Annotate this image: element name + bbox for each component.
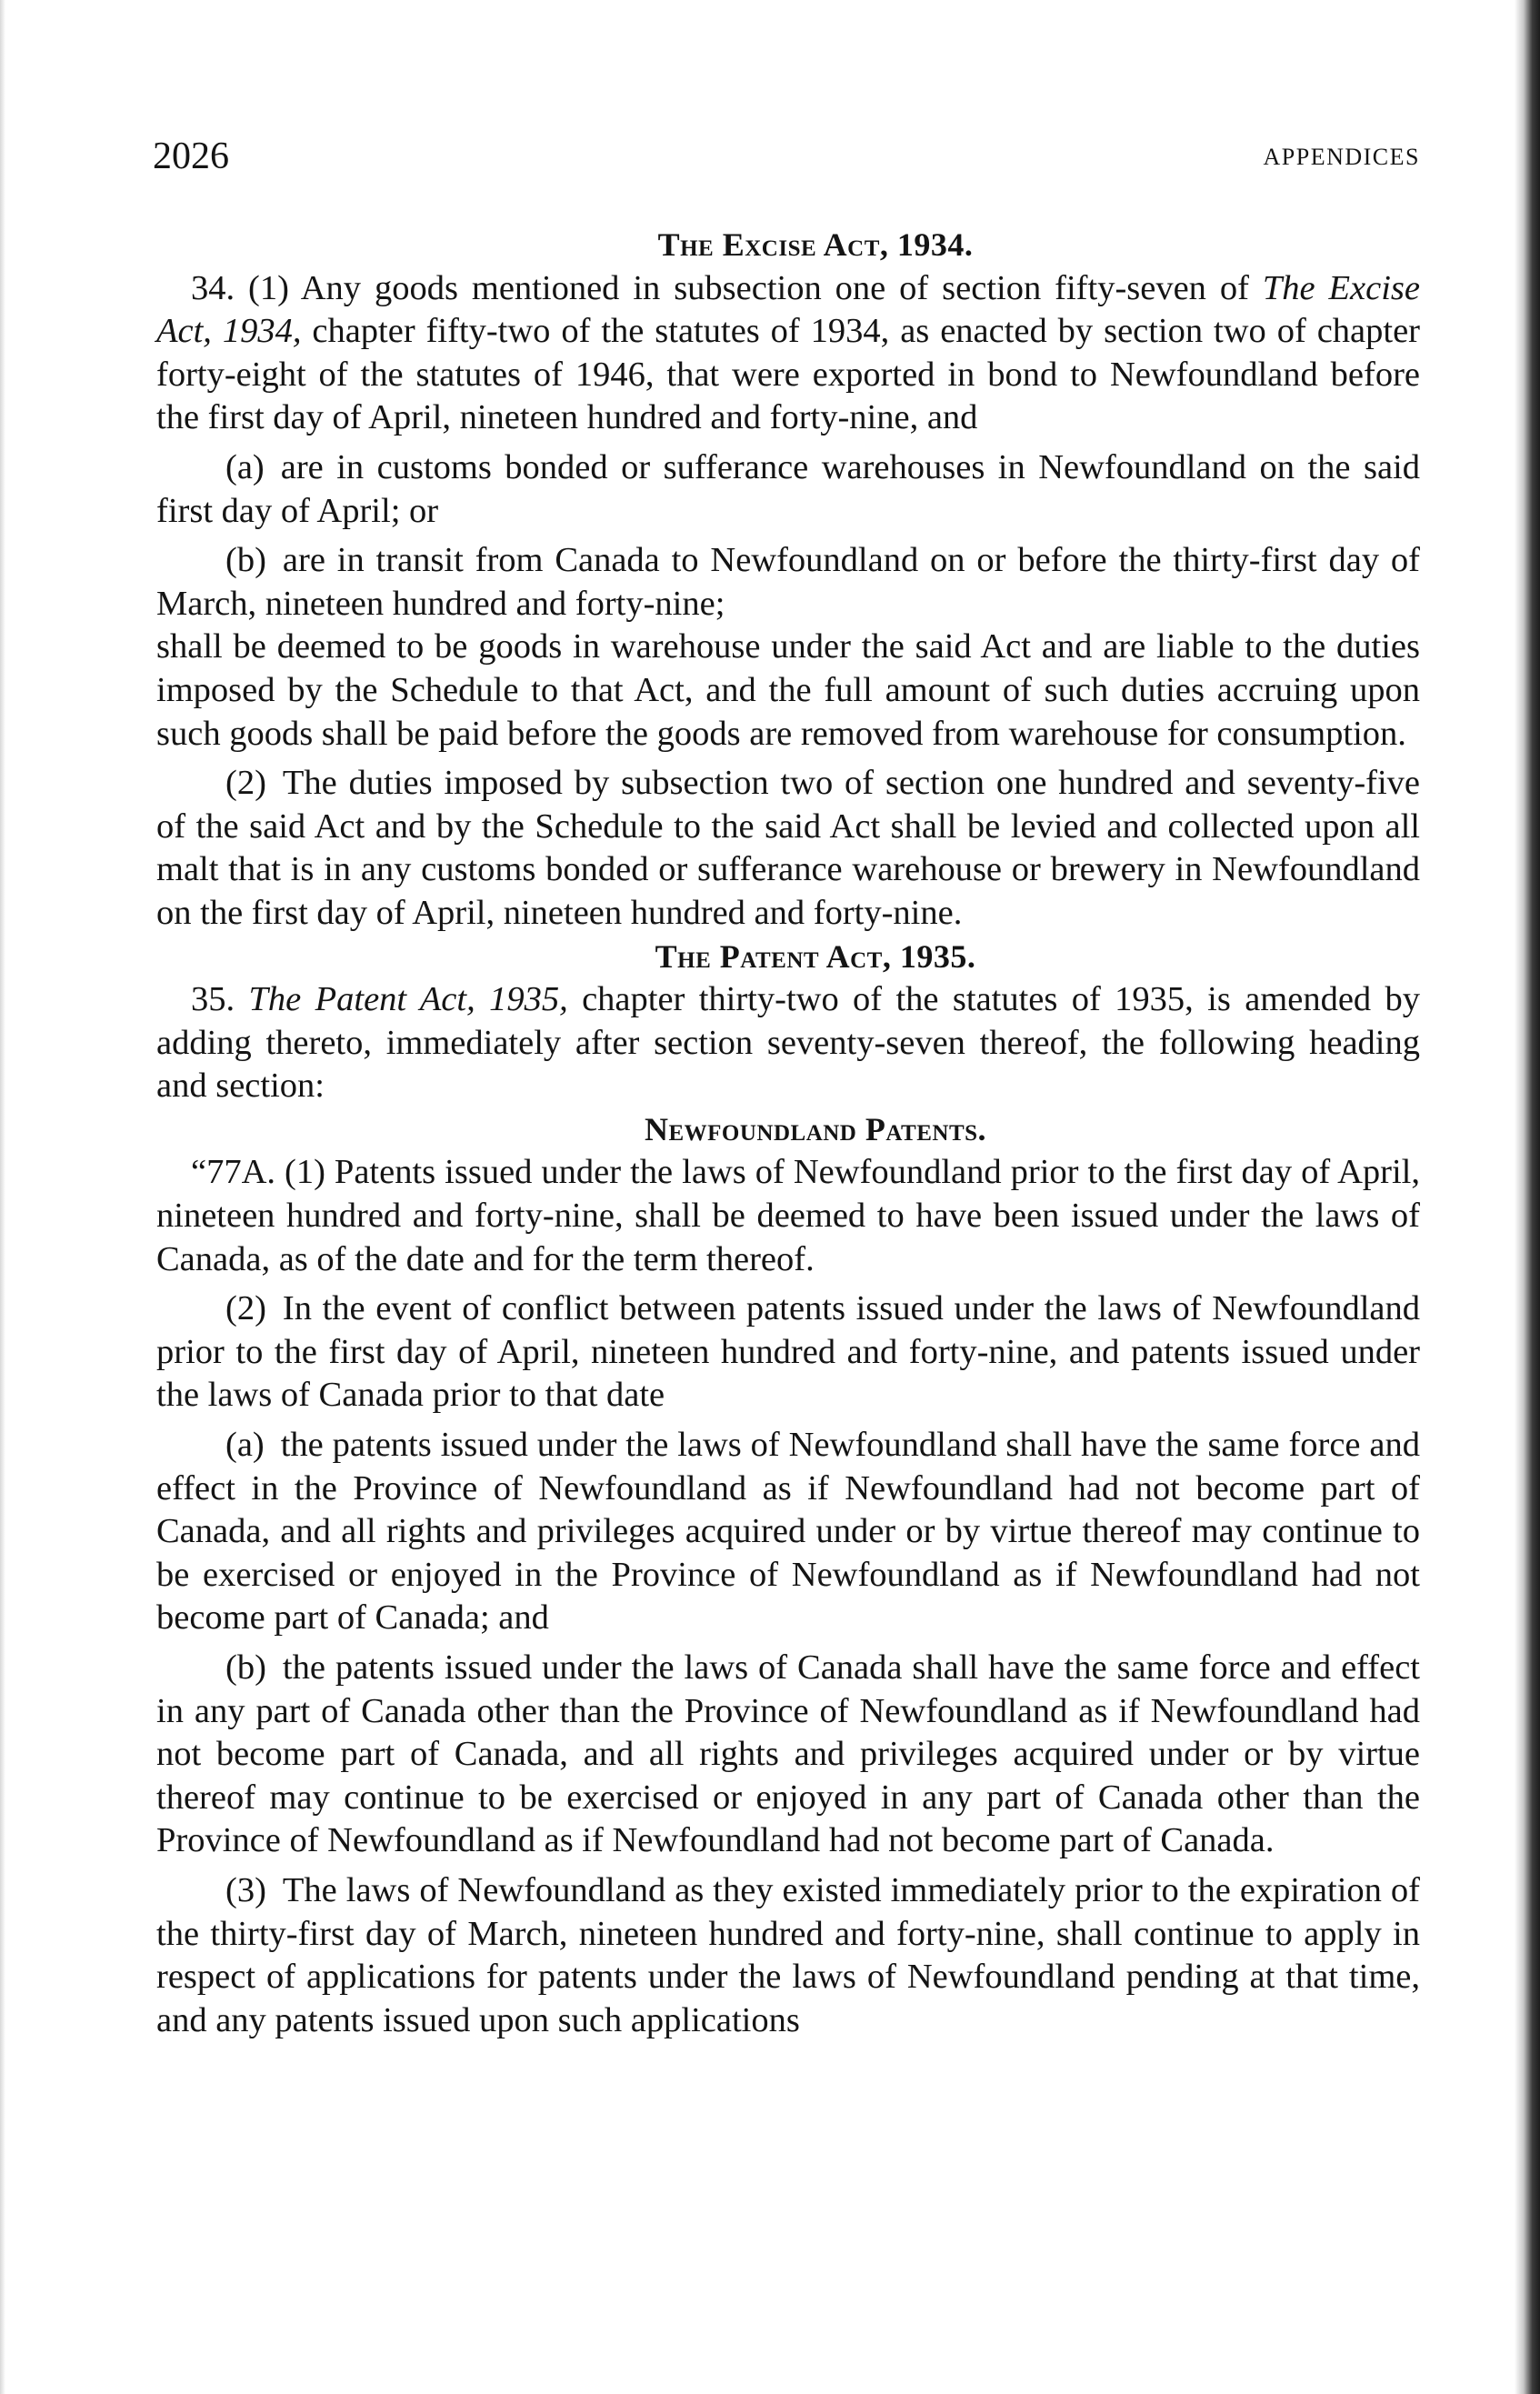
s77a-2-label: (2) [225, 1289, 266, 1328]
item-a-label: (a) [225, 447, 265, 486]
s77a-3-text: The laws of Newfoundland as they existed immediately prior to the expiration of the thirty-first day of March, nineteen hundred and forty-nine, shall continue to apply in respect of applications for patents under the laws of Newfoundland pending at that time, and any patents issued upon such applications [156, 1870, 1420, 2039]
newfoundland-patents-heading: Newfoundland Patents. [644, 1110, 987, 1147]
section-34-subsection-2 [156, 762, 1420, 935]
subsection-2-text: The duties imposed by subsection two of section one hundred and seventy-five of the said Act and by the Schedule to the said Act shall be levied and collected upon all malt that is in any customs bonded or sufferance warehouse or brewery in Newfoundland on the first day of April, nineteen hundred and forty-nine. [156, 764, 1420, 932]
running-title: APPENDICES [1263, 144, 1420, 170]
section-77a-subsection-3 [156, 1869, 1420, 2042]
s77a-2b-text: the patents issued under the laws of Canada shall have the same force and effect in any part of Canada other than the Province of Newfoundland as if Newfoundland had not become part of Canada, and all rights and privileges acquired under or by virtue thereof may continue to be exercised or enjoyed in any part of Canada other than the Province of Newfoundland as if Newfoundland had not become part of Canada. [156, 1648, 1420, 1860]
section-77a-subsection-1: “77A. (1) Patents issued under the laws of Newfoundland prior to the first day of April, nineteen hundred and forty-nine, shall be deemed to have been issued under the laws of Canada, as of the date and for the term thereof. [156, 1153, 1420, 1278]
section-77a-item-b [156, 1647, 1420, 1863]
patent-act-heading: The Patent Act, 1935. [655, 937, 976, 975]
section-34-closing: shall be deemed to be goods in warehouse under the said Act and are liable to the duties imposed by the Schedule to that Act, and the full amount of such duties accruing upon such goods shall be paid before the goods are removed from warehouse for consumption. [156, 627, 1420, 753]
s77a-2a-text: the patents issued under the laws of Newfoundland shall have the same force and effect in the Province of Newfoundland as if Newfoundland had not become part of Canada, and all rights and privileges acquired under or by virtue thereof may continue to be exercised or enjoyed in the Province of Newfoundland as if Newfoundland had not become part of Canada; and [156, 1426, 1420, 1638]
page-number: 2026 [153, 135, 229, 177]
section-35-lead: 35. [191, 980, 249, 1019]
s77a-2-text: In the event of conflict between patents issued under the laws of Newfoundland prior to the first day of April, nineteen hundred and forty-nine, and patents issued under the laws of Canada prior to that date [156, 1289, 1420, 1415]
item-b-text: are in transit from Canada to Newfoundland on or before the thirty-first day of March, nineteen hundred and forty-nine; [156, 541, 1420, 623]
section-35-rest: chapter thirty-two of the statutes of 1935, is amended by adding thereto, immediately after section seventy-seven thereof, the following heading and section: [156, 980, 1421, 1106]
section-34-lead: 34. (1) Any goods mentioned in subsection one of section fifty-seven of [191, 268, 1263, 307]
subsection-2-label: (2) [225, 764, 266, 803]
section-77a-item-a [156, 1424, 1420, 1640]
excise-act-title: The Excise Act, 1934, [156, 268, 1420, 351]
s77a-3-label: (3) [225, 1870, 266, 1909]
section-34-subsection-1 [156, 267, 1420, 440]
binding-edge-shadow [1515, 0, 1540, 2394]
running-head [153, 135, 1420, 180]
section-34-rest: chapter fifty-two of the statutes of 1934, as enacted by section two of chapter forty-eight of the statutes of 1946, that were exported in bond to Newfoundland before the first day of April, nineteen hundred and forty-nine, and [156, 312, 1420, 437]
section-34-item-a [156, 446, 1420, 533]
item-a-text: are in customs bonded or sufferance warehouses in Newfoundland on the said first day of April; or [156, 447, 1420, 530]
excise-act-heading: The Excise Act, 1934. [657, 226, 974, 263]
item-b-label: (b) [225, 541, 266, 580]
s77a-2a-label: (a) [225, 1426, 265, 1465]
section-77a-subsection-2 [156, 1287, 1420, 1417]
page-left-edge [0, 0, 5, 2394]
s77a-2b-label: (b) [225, 1648, 266, 1687]
section-35 [156, 978, 1420, 1108]
section-34-item-b [156, 539, 1420, 626]
patent-act-title: The Patent Act, 1935, [248, 980, 568, 1019]
body-text [156, 224, 1420, 2042]
